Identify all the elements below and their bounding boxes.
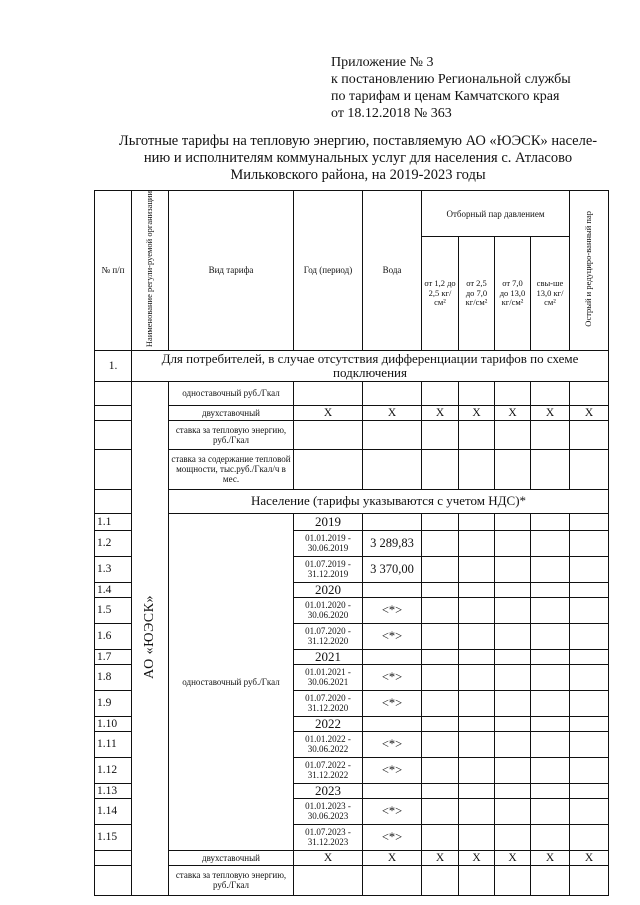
appendix-line: Приложение № 3 — [331, 55, 434, 70]
table-row — [95, 513, 609, 530]
header-num: № п/п — [95, 191, 132, 351]
header-sharp-steam: Острый и редуциро-ванный пар — [570, 191, 609, 351]
cell-x: Х — [570, 405, 609, 420]
cell-num: 1.2 — [95, 530, 132, 556]
table-row — [95, 850, 609, 865]
cell-empty — [570, 556, 609, 582]
section-title: Для потребителей, в случае отсутствия дифференциации тарифов по схеме подключения — [132, 350, 609, 381]
cell-period: 01.07.2020 - 31.12.2020 — [294, 690, 363, 716]
table-row — [95, 865, 609, 895]
cell-empty — [459, 649, 495, 664]
cell-empty — [459, 798, 495, 824]
cell-period: 01.01.2020 - 30.06.2020 — [294, 597, 363, 623]
cell-empty — [531, 690, 570, 716]
cell-x: Х — [422, 405, 459, 420]
title-line: Льготные тарифы на тепловую энергию, поставляемую АО «ЮЭСК» населе- — [118, 133, 598, 149]
cell-empty — [495, 530, 531, 556]
cell-x: Х — [422, 850, 459, 865]
cell-water: <*> — [363, 664, 422, 690]
cell-empty — [459, 731, 495, 757]
cell-water: <*> — [363, 731, 422, 757]
appendix-line: от 18.12.2018 № 363 — [331, 106, 452, 121]
cell-empty — [570, 623, 609, 649]
cell-x: Х — [363, 850, 422, 865]
cell-period: 01.01.2021 - 30.06.2021 — [294, 664, 363, 690]
cell-x: Х — [495, 405, 531, 420]
cell-empty — [531, 798, 570, 824]
cell-water: <*> — [363, 690, 422, 716]
cell-empty — [422, 824, 459, 850]
cell-empty — [570, 582, 609, 597]
cell-tariff-type: одноставочный руб./Гкал — [169, 381, 294, 405]
cell-x: Х — [495, 850, 531, 865]
cell-empty — [422, 556, 459, 582]
cell-empty — [422, 757, 459, 783]
table-row — [95, 420, 609, 449]
cell-empty — [422, 582, 459, 597]
cell-period: 01.07.2022 - 31.12.2022 — [294, 757, 363, 783]
cell-empty — [531, 664, 570, 690]
cell-water — [363, 783, 422, 798]
cell-empty — [495, 623, 531, 649]
cell-period: 2019 — [294, 513, 363, 530]
header-tariff-type: Вид тарифа — [169, 191, 294, 351]
title-line: нию и исполнителям коммунальных услуг для населения с. Атласово — [143, 150, 573, 166]
cell-empty — [422, 716, 459, 731]
cell-empty — [570, 824, 609, 850]
cell-empty — [459, 597, 495, 623]
cell-empty — [531, 731, 570, 757]
cell-empty — [495, 664, 531, 690]
cell-num: 1.4 — [95, 582, 132, 597]
cell-empty — [570, 530, 609, 556]
cell-empty — [422, 649, 459, 664]
cell-empty — [459, 824, 495, 850]
cell-period: 01.01.2023 - 30.06.2023 — [294, 798, 363, 824]
cell-num: 1.11 — [95, 731, 132, 757]
cell-x: Х — [531, 405, 570, 420]
cell-num: 1.1 — [95, 513, 132, 530]
cell-empty — [531, 582, 570, 597]
cell-period: 2022 — [294, 716, 363, 731]
cell-water — [363, 582, 422, 597]
cell-empty — [459, 623, 495, 649]
cell-num — [95, 381, 132, 405]
header-pressure-1: от 1,2 до 2,5 кг/см² — [422, 237, 459, 350]
cell-empty — [422, 623, 459, 649]
cell-empty — [570, 690, 609, 716]
cell-empty — [570, 513, 609, 530]
cell-num: 1.5 — [95, 597, 132, 623]
cell-period: 01.01.2022 - 30.06.2022 — [294, 731, 363, 757]
cell-x: Х — [531, 850, 570, 865]
cell-water: <*> — [363, 824, 422, 850]
cell-empty — [495, 649, 531, 664]
table-row — [95, 381, 609, 405]
cell-empty — [459, 530, 495, 556]
cell-tariff-type: ставка за содержание тепловой мощности, тыс.руб./Гкал/ч в мес. — [169, 449, 294, 489]
cell-water — [363, 513, 422, 530]
cell-empty — [531, 513, 570, 530]
cell-empty — [531, 649, 570, 664]
cell-empty — [570, 757, 609, 783]
cell-empty — [531, 757, 570, 783]
cell-x: Х — [459, 850, 495, 865]
header-water: Вода — [363, 191, 422, 351]
header-pressure-2: от 2,5 до 7,0 кг/см² — [459, 237, 495, 350]
cell-tariff-type: одноставочный руб./Гкал — [169, 513, 294, 850]
cell-period: 01.07.2019 - 31.12.2019 — [294, 556, 363, 582]
cell-empty — [422, 798, 459, 824]
cell-empty — [531, 597, 570, 623]
appendix-line: к постановлению Региональной службы — [331, 72, 571, 87]
cell-water: <*> — [363, 798, 422, 824]
cell-empty — [459, 513, 495, 530]
header-pressure-3: от 7,0 до 13,0 кг/см² — [495, 237, 531, 350]
cell-water: 3 370,00 — [363, 556, 422, 582]
cell-period: 01.01.2019 - 30.06.2019 — [294, 530, 363, 556]
cell-num: 1.8 — [95, 664, 132, 690]
cell-empty — [570, 798, 609, 824]
cell-x: Х — [294, 850, 363, 865]
cell-tariff-type: двухставочный — [169, 405, 294, 420]
cell-tariff-type: ставка за тепловую энергию, руб./Гкал — [169, 865, 294, 895]
cell-empty — [459, 664, 495, 690]
cell-x: Х — [294, 405, 363, 420]
section-title: Население (тарифы указываются с учетом НДС)* — [169, 489, 609, 513]
cell-empty — [459, 757, 495, 783]
cell-num: 1.15 — [95, 824, 132, 850]
cell-empty — [459, 582, 495, 597]
cell-period: 2023 — [294, 783, 363, 798]
cell-water — [363, 649, 422, 664]
cell-water: 3 289,83 — [363, 530, 422, 556]
cell-empty — [531, 824, 570, 850]
cell-x: Х — [363, 405, 422, 420]
cell-num: 1.13 — [95, 783, 132, 798]
cell-empty — [422, 731, 459, 757]
cell-empty — [459, 556, 495, 582]
header-row — [95, 191, 609, 237]
section-row — [95, 489, 609, 513]
cell-empty — [495, 582, 531, 597]
cell-empty — [531, 556, 570, 582]
cell-num: 1.10 — [95, 716, 132, 731]
cell-empty — [495, 513, 531, 530]
cell-period: 01.07.2023 - 31.12.2023 — [294, 824, 363, 850]
cell-empty — [495, 597, 531, 623]
cell-empty — [495, 556, 531, 582]
cell-tariff-type: ставка за тепловую энергию, руб./Гкал — [169, 420, 294, 449]
cell-num: 1.7 — [95, 649, 132, 664]
cell-empty — [422, 597, 459, 623]
cell-num: 1.6 — [95, 623, 132, 649]
header-steam-group: Отборный пар давлением — [422, 191, 570, 237]
cell-x: Х — [459, 405, 495, 420]
appendix-header — [331, 54, 571, 122]
cell-empty — [570, 716, 609, 731]
cell-empty — [570, 731, 609, 757]
cell-empty — [570, 783, 609, 798]
cell-empty — [495, 731, 531, 757]
cell-water: <*> — [363, 623, 422, 649]
cell-tariff-type: двухставочный — [169, 850, 294, 865]
header-org: Наименование регули-руемой организации — [132, 191, 169, 351]
cell-empty — [422, 530, 459, 556]
table-row — [95, 449, 609, 489]
tariff-table — [94, 190, 609, 896]
cell-period: 01.07.2020 - 31.12.2020 — [294, 623, 363, 649]
cell-water: <*> — [363, 757, 422, 783]
table-row — [95, 405, 609, 420]
cell-empty — [422, 783, 459, 798]
section-num: 1. — [95, 350, 132, 381]
cell-empty — [495, 690, 531, 716]
cell-empty — [459, 690, 495, 716]
cell-num: 1.12 — [95, 757, 132, 783]
cell-empty — [495, 716, 531, 731]
title-line: Мильковского района, на 2019-2023 годы — [230, 167, 486, 183]
cell-empty — [495, 824, 531, 850]
cell-empty — [422, 513, 459, 530]
org-cell: АО «ЮЭСК» — [132, 381, 169, 895]
cell-empty — [422, 690, 459, 716]
cell-empty — [570, 664, 609, 690]
cell-empty — [531, 530, 570, 556]
cell-water: <*> — [363, 597, 422, 623]
appendix-line: по тарифам и ценам Камчатского края — [331, 89, 560, 104]
cell-period: 2021 — [294, 649, 363, 664]
cell-water — [363, 716, 422, 731]
cell-empty — [531, 716, 570, 731]
cell-empty — [459, 716, 495, 731]
cell-empty — [570, 649, 609, 664]
cell-empty — [459, 783, 495, 798]
cell-period: 2020 — [294, 582, 363, 597]
cell-num: 1.14 — [95, 798, 132, 824]
document-title — [98, 133, 618, 184]
cell-empty — [495, 757, 531, 783]
cell-empty — [495, 783, 531, 798]
cell-empty — [422, 664, 459, 690]
cell-empty — [495, 798, 531, 824]
cell-num: 1.9 — [95, 690, 132, 716]
section-row — [95, 350, 609, 381]
cell-empty — [531, 783, 570, 798]
header-pressure-4: свы-ше 13,0 кг/см² — [531, 237, 570, 350]
cell-empty — [531, 623, 570, 649]
cell-empty — [570, 597, 609, 623]
header-year: Год (период) — [294, 191, 363, 351]
cell-num: 1.3 — [95, 556, 132, 582]
cell-x: Х — [570, 850, 609, 865]
